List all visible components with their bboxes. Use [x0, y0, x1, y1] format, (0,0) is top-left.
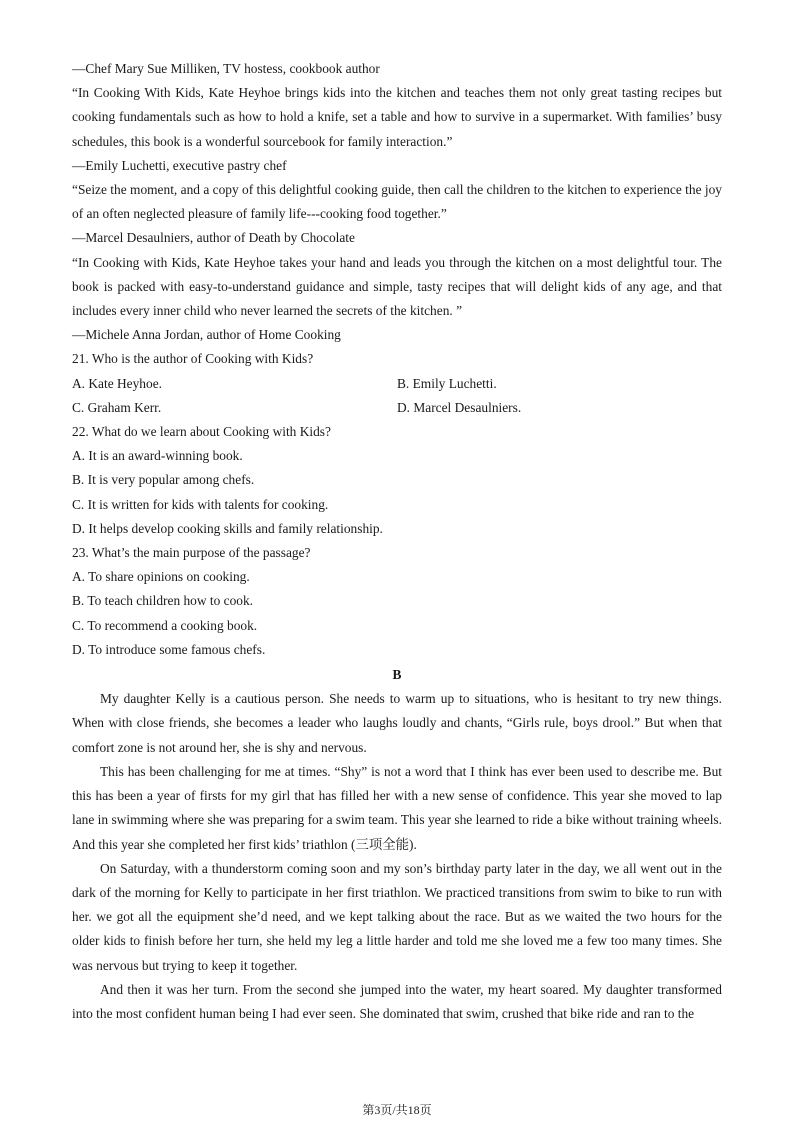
review-attribution: —Marcel Desaulniers, author of Death by Chocolate — [72, 230, 355, 246]
review-attribution: —Michele Anna Jordan, author of Home Cooking — [72, 327, 341, 343]
question-stem: 22. What do we learn about Cooking with Kids? — [72, 424, 331, 440]
page-number: 第3页/共18页 — [362, 1103, 432, 1117]
section-title: B — [392, 667, 402, 683]
review-quote: “Seize the moment, and a copy of this delightful cooking guide, then call the children to the kitchen to experience the joy of an often neglected pleasure of family life---cooking food together.” — [72, 182, 722, 222]
answer-option: B. To teach children how to cook. — [72, 593, 254, 609]
answer-option: B. It is very popular among chefs. — [72, 472, 255, 488]
question-options — [72, 396, 722, 420]
answer-option: D. To introduce some famous chefs. — [72, 641, 266, 657]
passage-paragraph: My daughter Kelly is a cautious person. She needs to warm up to situations, who is hesitant to try new things. When with close friends, she becomes a leader who laughs loudly and chants, “Girls rule, boys drool.” But when that comfort zone is not around her, she is shy and nervous. — [72, 691, 722, 755]
answer-option: D. Marcel Desaulniers. — [397, 399, 522, 415]
answer-option: A. Kate Heyhoe. — [72, 375, 162, 391]
answer-option: A. It is an award-winning book. — [72, 448, 243, 464]
answer-option: D. It helps develop cooking skills and family relationship. — [72, 520, 383, 536]
question-stem: 23. What’s the main purpose of the passage? — [72, 545, 311, 561]
question-options — [72, 372, 722, 396]
review-attribution: —Chef Mary Sue Milliken, TV hostess, cookbook author — [72, 61, 380, 76]
exam-page-content — [72, 57, 722, 1026]
answer-option: C. Graham Kerr. — [72, 399, 162, 415]
review-quote: “In Cooking With Kids, Kate Heyhoe brings kids into the kitchen and teaches them not only great tasting recipes but cooking fundamentals such as how to hold a knife, set a table and how to survive in a supermarket. With families’ busy schedules, this book is a wonderful sourcebook for family interaction.” — [72, 85, 722, 149]
passage-paragraph: On Saturday, with a thunderstorm coming soon and my son’s birthday party later in the day, we all went out in the dark of the morning for Kelly to participate in her first triathlon. We practiced transitions from swim to bike to run with her. we got all the equipment she’d need, and we kept talking about the race. But as we waited the two hours for the older kids to finish before her turn, she held my leg a little harder and told me she loved me a few too many times. She was nervous but trying to keep it together. — [72, 860, 722, 973]
answer-option: C. To recommend a cooking book. — [72, 617, 258, 633]
review-quote: “In Cooking with Kids, Kate Heyhoe takes your hand and leads you through the kitchen on a most delightful tour. The book is packed with easy-to-understand guidance and simple, tasty recipes that will delight kids of any age, and that includes every inner child who never learned the secrets of the kitchen. ” — [72, 254, 722, 319]
question-stem: 21. Who is the author of Cooking with Kids? — [72, 351, 314, 367]
passage-paragraph: This has been challenging for me at times. “Shy” is not a word that I think has ever been used to describe me. But this has been a year of firsts for my girl that has filled her with a new sense of confidence. This year she moved to lap lane in swimming where she was preparing for a swim team. This year she learned to ride a bike without training wheels. And this year she completed her first kids’ triathlon (三项全能). — [72, 763, 722, 852]
review-attribution: —Emily Luchetti, executive pastry chef — [72, 157, 287, 173]
answer-option: C. It is written for kids with talents for cooking. — [72, 496, 329, 512]
passage-paragraph: And then it was her turn. From the second she jumped into the water, my heart soared. My daughter transformed into the most confident human being I had ever seen. She dominated that swim, crushed that bike ride and ran to the — [72, 981, 722, 1021]
answer-option: B. Emily Luchetti. — [397, 375, 497, 391]
answer-option: A. To share opinions on cooking. — [72, 569, 250, 585]
